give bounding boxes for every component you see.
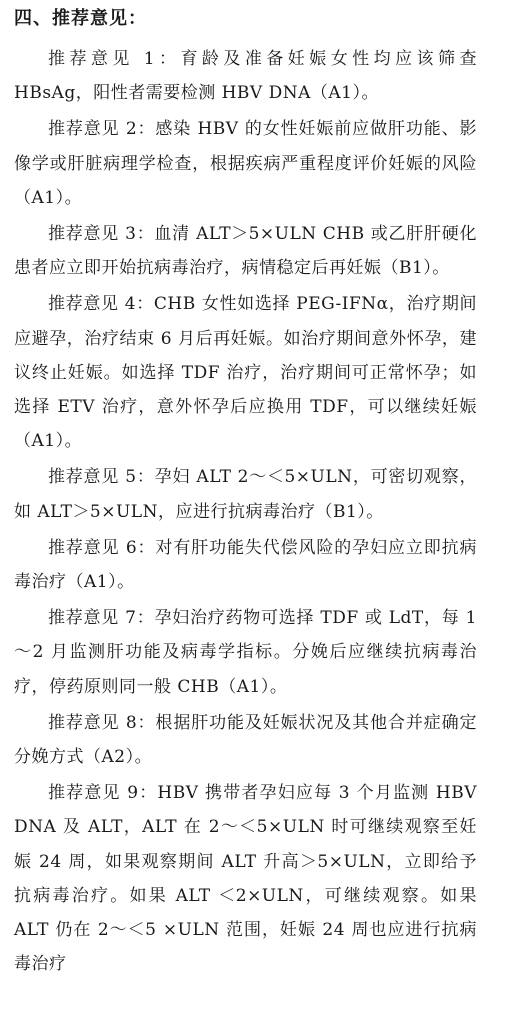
- recommendation-8: 推荐意见 8：根据肝功能及妊娠状况及其他合并症确定分娩方式（A2）。: [14, 712, 477, 768]
- recommendation-3: 推荐意见 3：血清 ALT＞5×ULN CHB 或乙肝肝硬化患者应立即开始抗病毒治疗，病情稳定后再妊娠（B1）。: [14, 224, 477, 279]
- recommendation-6: 推荐意见 6：对有肝功能失代偿风险的孕妇应立即抗病毒治疗（A1）。: [14, 537, 477, 593]
- recommendation-9: 推荐意见 9：HBV 携带者孕妇应每 3 个月监测 HBV DNA 及 ALT，ALT 在 2～＜5×ULN 时可继续观察至妊娠 24 周，如果观察期间 ALT 升高＞5×ULN，立即给予抗病毒治疗。如果 ALT ＜2×ULN，可继续观察。如果 ALT 仍在 2～＜5 ×ULN 范围，妊娠 24 周也应进行抗病毒治疗: [14, 783, 477, 975]
- recommendation-7: 推荐意见 7：孕妇治疗药物可选择 TDF 或 LdT，每 1～2 月监测肝功能及病毒学指标。分娩后应继续抗病毒治疗，停药原则同一般 CHB（A1）。: [14, 608, 477, 697]
- recommendation-4: 推荐意见 4：CHB 女性如选择 PEG-IFNα，治疗期间应避孕，治疗结束 6 月后再妊娠。如治疗期间意外怀孕，建议终止妊娠。如选择 TDF 治疗，治疗期间可正常怀孕；如选择 ETV 治疗，意外怀孕后应换用 TDF，可以继续妊娠（A1）。: [14, 294, 477, 452]
- section-heading: 四、推荐意见：: [14, 8, 147, 29]
- recommendation-5: 推荐意见 5：孕妇 ALT 2～＜5×ULN，可密切观察，如 ALT＞5×ULN，应进行抗病毒治疗（B1）。: [14, 467, 477, 522]
- recommendation-2: 推荐意见 2：感染 HBV 的女性妊娠前应做肝功能、影像学或肝脏病理学检查，根据疾病严重程度评价妊娠的风险（A1）。: [14, 119, 477, 208]
- recommendation-1: 推荐意见 1：育龄及准备妊娠女性均应该筛查 HBsAg，阳性者需要检测 HBV DNA（A1）。: [14, 49, 477, 104]
